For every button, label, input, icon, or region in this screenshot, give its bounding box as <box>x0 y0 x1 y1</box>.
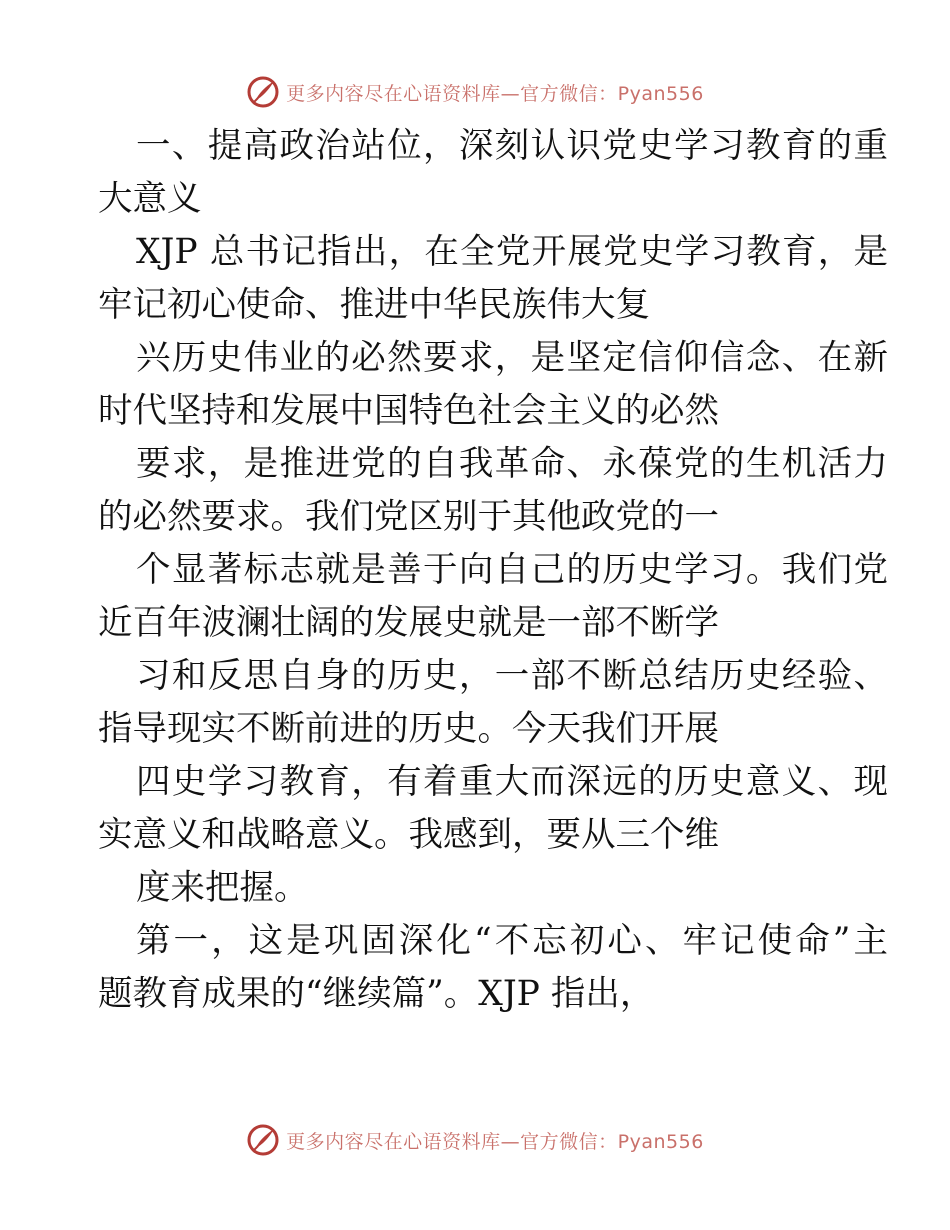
text-line: 个显著标志就是善于向自己的历史学习。我们党 <box>136 550 888 590</box>
watermark-text: 更多内容尽在心语资料库—官方微信：Pyan556 <box>286 82 704 105</box>
text-line: 习和反思自身的历史，一部不断总结历史经验、 <box>136 656 888 696</box>
text-line: XJP 总书记指出，在全党开展党史学习教育，是 <box>136 232 888 272</box>
header-watermark <box>0 72 950 112</box>
text-line: 一、提高政治站位，深刻认识党史学习教育的重 <box>136 126 888 166</box>
footer-watermark <box>0 1120 950 1160</box>
text-line: 实意义和战略意义。我感到，要从三个维 <box>98 815 719 855</box>
text-line: 度来把握。 <box>136 868 309 908</box>
text-line: 要求，是推进党的自我革命、永葆党的生机活力 <box>136 444 888 484</box>
quill-pen-logo-icon <box>246 75 280 109</box>
text-line: 时代坚持和发展中国特色社会主义的必然 <box>98 391 719 431</box>
text-line: 的必然要求。我们党区别于其他政党的一 <box>98 497 719 537</box>
document-body <box>98 120 888 1021</box>
quill-pen-logo-icon <box>246 1123 280 1157</box>
text-line: 指导现实不断前进的历史。今天我们开展 <box>98 709 719 749</box>
text-line: 四史学习教育，有着重大而深远的历史意义、现 <box>136 762 888 802</box>
text-line: 题教育成果的“继续篇”。XJP 指出， <box>98 974 655 1014</box>
text-line: 兴历史伟业的必然要求，是坚定信仰信念、在新 <box>136 338 888 378</box>
text-line: 大意义 <box>98 179 202 219</box>
text-line: 近百年波澜壮阔的发展史就是一部不断学 <box>98 603 719 643</box>
text-line: 牢记初心使命、推进中华民族伟大复 <box>98 285 650 325</box>
text-line: 第一，这是巩固深化“不忘初心、牢记使命”主 <box>136 921 888 961</box>
watermark-text: 更多内容尽在心语资料库—官方微信：Pyan556 <box>286 1130 704 1153</box>
